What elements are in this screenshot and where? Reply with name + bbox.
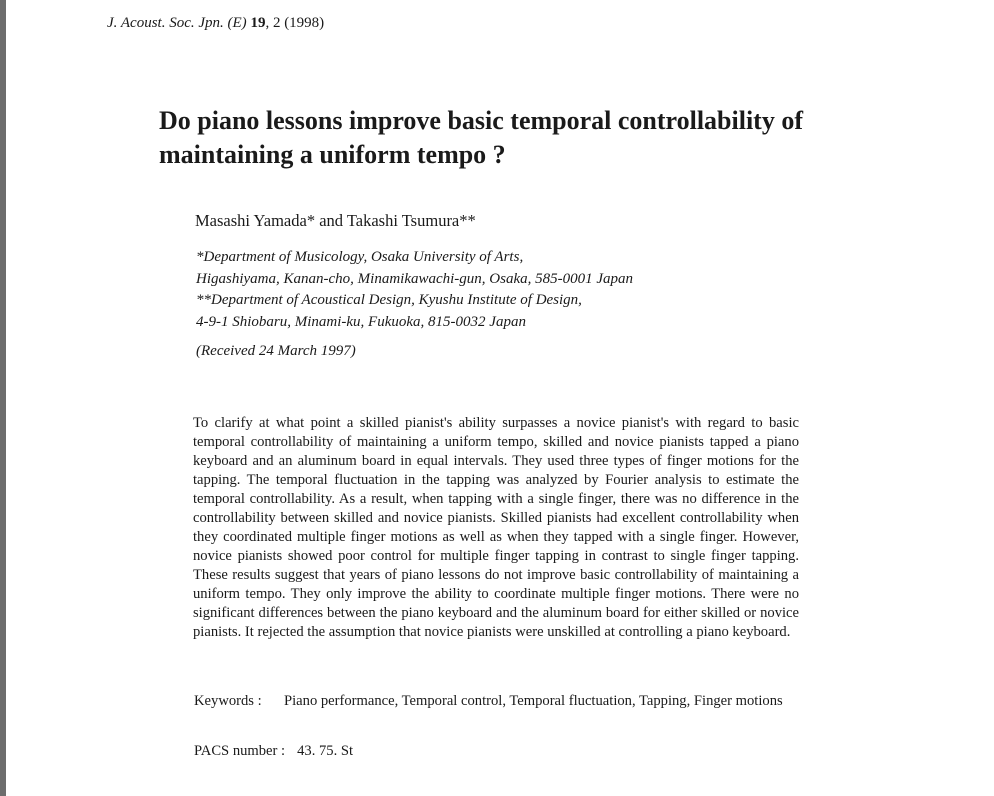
journal-issue-year: , 2 (1998) (265, 15, 325, 31)
affiliations (196, 247, 633, 333)
keywords-values: Piano performance, Temporal control, Temporal fluctuation, Tapping, Finger motions (284, 693, 783, 709)
affiliation-line: 4-9-1 Shiobaru, Minami-ku, Fukuoka, 815-0032 Japan (196, 313, 526, 330)
pacs-label: PACS number : (194, 743, 286, 759)
paper-authors: Masashi Yamada* and Takashi Tsumura** (195, 211, 476, 230)
paper-title: Do piano lessons improve basic temporal controllability of maintaining a uniform tempo ? (159, 106, 803, 169)
keywords-label: Keywords : (194, 693, 262, 709)
journal-citation (107, 15, 324, 32)
pacs-value: 43. 75. St (297, 743, 354, 759)
keywords (194, 692, 804, 711)
abstract: To clarify at what point a skilled pianist's ability surpasses a novice pianist's with regard to basic temporal controllability of maintaining a uniform tempo, skilled and novice pianists tapped a piano keyboard and an aluminum board in equal intervals. They used three types of finger motions for the tapping. The temporal fluctuation in the tapping was analyzed by Fourier analysis to estimate the temporal controllability. As a result, when tapping with a single finger, there was no difference in the controllability between skilled and novice pianists. Skilled pianists had excellent controllability when they coordinated multiple finger motions as well as when they tapped with a single finger. However, novice pianists showed poor control for multiple finger tapping in contrast to single finger tapping. These results suggest that years of piano lessons do not improve basic controllability of maintaining a uniform tempo. They only improve the ability to coordinate multiple finger motions. There were no significant differences between the piano keyboard and the aluminum board for either skilled or novice pianists. It rejected the assumption that novice pianists were unskilled at controlling a piano keyboard. (193, 415, 799, 640)
affiliation-line: Higashiyama, Kanan-cho, Minamikawachi-gun, Osaka, 585-0001 Japan (196, 270, 634, 287)
affiliation-line: *Department of Musicology, Osaka University of Arts, (196, 249, 524, 265)
received-date: (Received 24 March 1997) (196, 343, 356, 359)
journal-name: J. Acoust. Soc. Jpn. (E) (107, 15, 247, 31)
paper-page (6, 0, 994, 796)
affiliation-line: **Department of Acoustical Design, Kyushu Institute of Design, (196, 292, 582, 308)
journal-volume: 19 (250, 15, 266, 31)
pacs-number (194, 743, 353, 760)
